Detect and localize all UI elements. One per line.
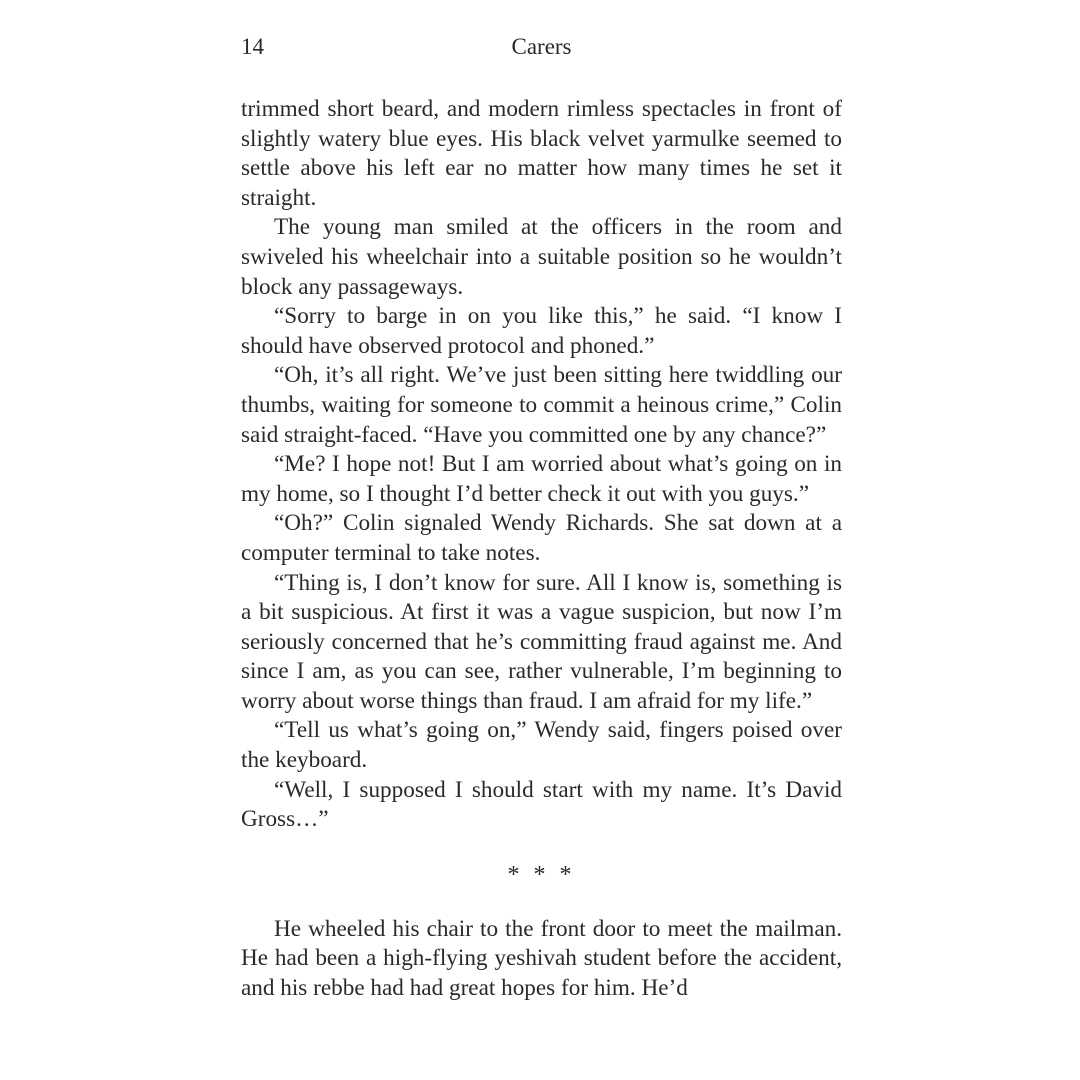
running-title: Carers [511,34,572,59]
paragraph: “Oh, it’s all right. We’ve just been sitting here twiddling our thumbs, waiting for someone to commit a heinous crime,” Colin said straight-faced. “Have you committed one by any chance?” [241,362,842,448]
paragraph: “Me? I hope not! But I am worried about what’s going on in my home, so I thought I’d better check it out with you guys.” [241,451,842,507]
page-number: 14 [241,34,264,59]
paragraph-continuation: trimmed short beard, and modern rimless spectacles in front of slightly watery blue eyes. His black velvet yarmulke seemed to settle above his left ear no matter how many times he set it straight. [241,96,842,211]
book-page [241,30,842,1004]
paragraph: “Tell us what’s going on,” Wendy said, fingers poised over the keyboard. [241,717,842,774]
paragraph: The young man smiled at the officers in the room and swiveled his wheelchair into a suitable position so he wouldn’t block any passageways. [241,214,842,300]
paragraph: “Oh?” Colin signaled Wendy Richards. She sat down at a computer terminal to take notes. [241,510,842,566]
section-break-asterisks: * * * [507,861,576,888]
paragraph: “Sorry to barge in on you like this,” he said. “I know I should have observed protocol and phoned.” [241,303,842,359]
paragraph: He wheeled his chair to the front door to meet the mailman. He had been a high-flying yeshivah student before the accident, and his rebbe had had great hopes for him. He’d [241,915,842,1002]
paragraph: “Well, I supposed I should start with my name. It’s David Gross…” [241,776,842,833]
body-text [241,95,842,1004]
paragraph: “Thing is, I don’t know for sure. All I know is, something is a bit suspicious. At first it was a vague suspicion, but now I’m seriously concerned that he’s committing fraud against me. And since I am, as you can see, rather vulnerable, I’m beginning to worry about worse things than fraud. I am afraid for my life.” [241,569,842,714]
running-head [241,30,842,64]
